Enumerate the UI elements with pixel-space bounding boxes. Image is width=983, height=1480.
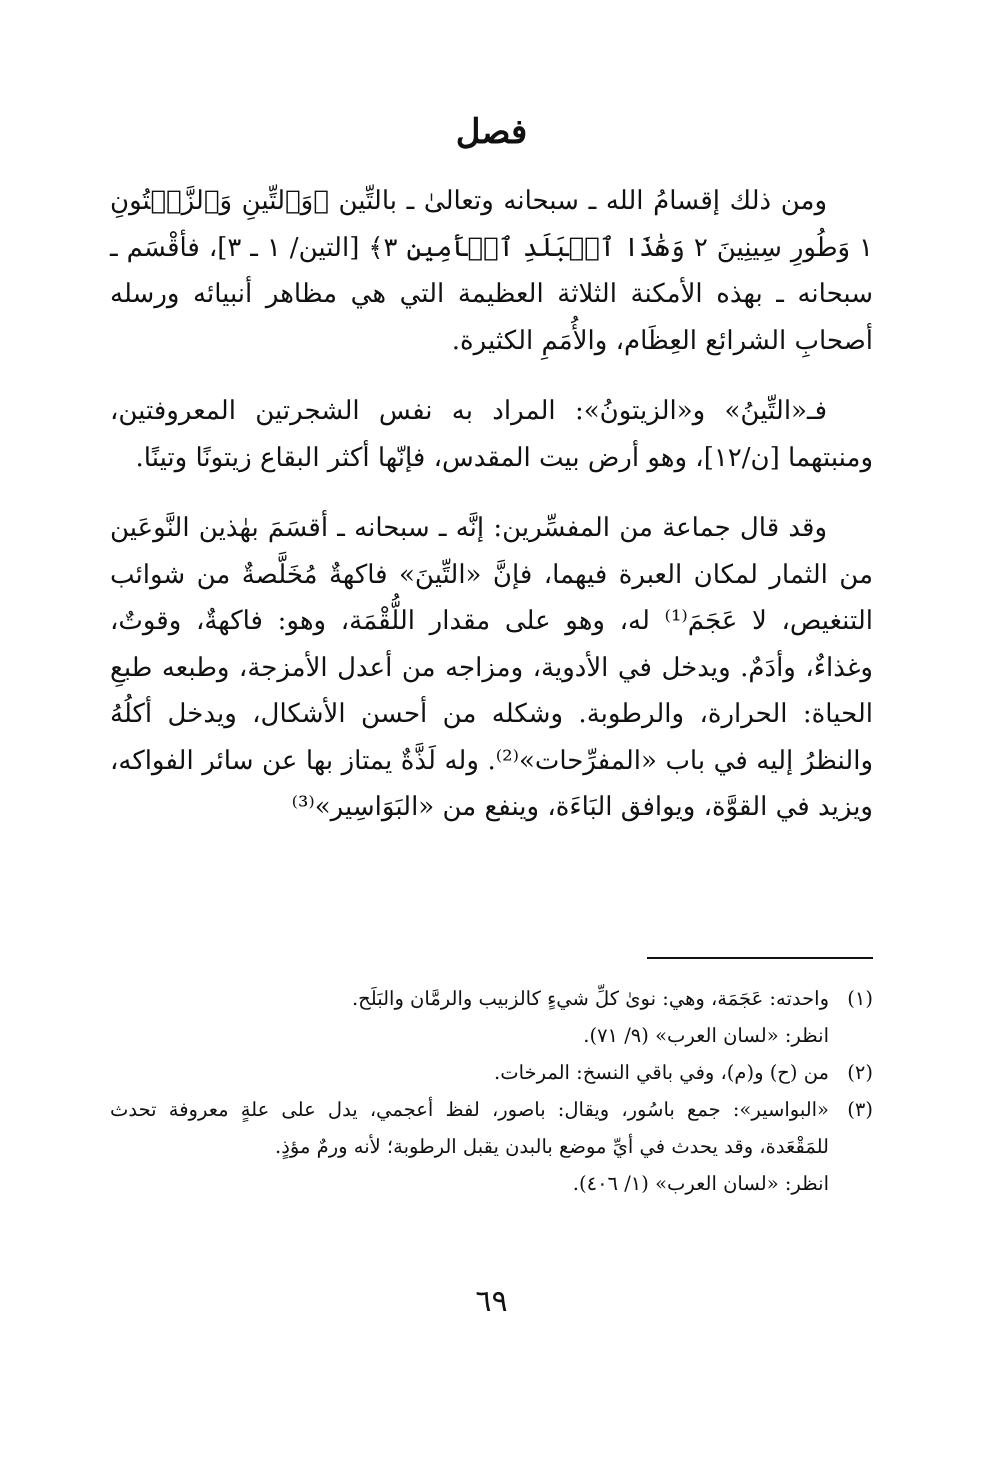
footnote-2	[110, 1054, 873, 1091]
footnote-body	[110, 1054, 829, 1091]
footnote-1	[110, 980, 873, 1054]
footnote-body	[110, 980, 829, 1054]
section-heading: فصل	[455, 112, 528, 152]
main-text	[110, 178, 873, 855]
footnote-number: (١)	[847, 987, 873, 1010]
page-number: ٦٩	[475, 1284, 508, 1319]
footnote-body	[110, 1091, 829, 1202]
paragraph-2: فـ«التِّينُ» و«الزيتونُ»: المراد به نفس الشجرتين المعروفتين، ومنبتهما [ن/١٢]، وهو أرض بيت المقدس، فإنّها أكثر البقاع زيتونًا وتينًا.	[110, 396, 873, 473]
footnote-3	[110, 1091, 873, 1202]
footnote-reference: انظر: «لسان العرب» (١/ ٤٠٦).	[572, 1172, 829, 1195]
paragraph-1: ومن ذلك إقسامُ الله ـ سبحانه وتعالىٰ ـ بالتِّين ﴿وَٱلتِّينِ وَٱلزَّيۡتُونِ ١ وَطُورِ سِينِينَ ٢ وَهَٰذَا ٱلۡبَلَدِ ٱلۡأَمِينِ ٣﴾ [التين/ ١ ـ ٣]، فأقْسَم ـ سبحانه ـ بهذه الأمكنة الثلاثة العظيمة التي هي مظاهر أنبيائه ورسله أصحابِ الشرائع العِظَام، والأُمَمِ الكثيرة.	[110, 186, 874, 356]
footnotes	[110, 980, 873, 1202]
paragraph-3: وقد قال جماعة من المفسِّرين: إنَّه ـ سبحانه ـ أقسَمَ بهٰذين النَّوعَين من الثمار لمكان العبرة فيهما، فإنَّ «التِّينَ» فاكهةٌ مُخَلَّصةٌ من شوائب التنغيص، لا عَجَمَ⁽¹⁾ له، وهو على مقدار اللُّقْمَة، وهو: فاكهةٌ، وقوتٌ، وغذاءٌ، وأدَمٌ. ويدخل في الأدوية، ومزاجه من أعدل الأمزجة، وطبعه طبعِ الحياة: الحرارة، والرطوبة. وشكله من أحسن الأشكال، ويدخل أكلُهُ والنظرُ إليه في باب «المفرِّحات»⁽²⁾. وله لَذَّةٌ يمتاز بها عن سائر الفواكه، ويزيد في القوَّة، ويوافق البَاءَة، وينفع من «البَوَاسِير»⁽³⁾	[110, 513, 874, 822]
footnote-text: واحدته: عَجَمَة، وهي: نوىٰ كلِّ شيءٍ كالزبيب والرمَّان والبَلَح.	[351, 987, 829, 1010]
footnote-separator	[647, 957, 873, 959]
footnote-number: (٢)	[847, 1061, 873, 1084]
footnote-reference: انظر: «لسان العرب» (٩/ ٧١).	[583, 1024, 829, 1047]
footnote-number: (٣)	[847, 1098, 873, 1121]
footnote-text: من (ح) و(م)، وفي باقي النسخ: المرخات.	[494, 1061, 829, 1084]
footnote-text: «البواسير»: جمع باسُور، ويقال: باصور، لفظ أعجمي، يدل على علةٍ معروفة تحدث للمَقْعَدة، وقد يحدث في أيِّ موضع بالبدن يقبل الرطوبة؛ لأنه ورمٌ مؤذٍ.	[110, 1098, 829, 1158]
